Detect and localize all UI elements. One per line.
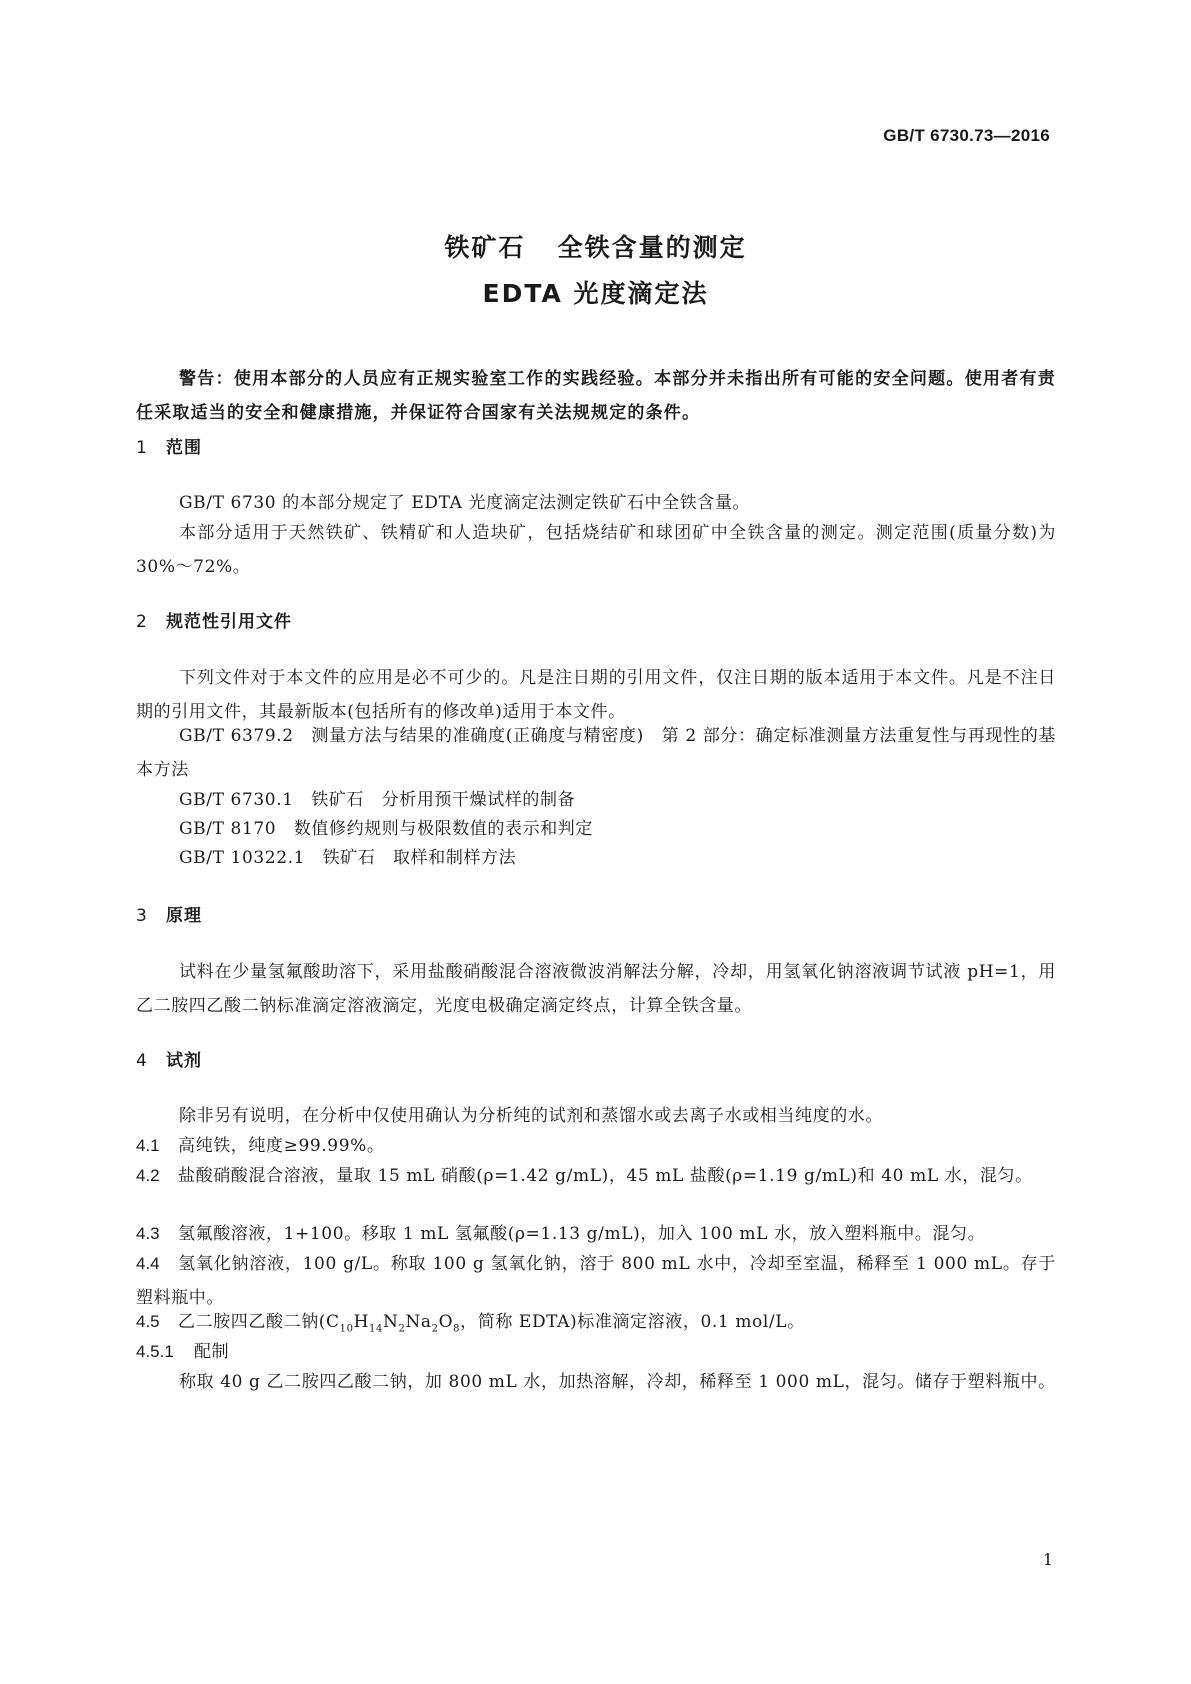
page-number: 1 <box>1042 1550 1053 1569</box>
item-text: 氢氧化钠溶液，100 g/L。称取 100 g 氢氧化钠，溶于 800 mL 水中，冷却至室温，稀释至 1 000 mL。存于塑料瓶中。 <box>136 1254 1056 1308</box>
item-text: 盐酸硝酸混合溶液，量取 15 mL 硝酸(ρ=1.42 g/mL)，45 mL 盐酸(ρ=1.19 g/mL)和 40 mL 水，混匀。 <box>178 1166 1033 1186</box>
section-title: 范围 <box>166 438 202 458</box>
reagent-item-4-2 <box>136 1159 1056 1193</box>
section-number: 4 <box>136 1051 148 1071</box>
section-number: 3 <box>136 906 148 926</box>
preparation-paragraph: 称取 40 g 乙二胺四乙酸二钠，加 800 mL 水，加热溶解，冷却，稀释至 1 000 mL，混匀。储存于塑料瓶中。 <box>179 1372 1056 1392</box>
item-number: 4.2 <box>136 1166 160 1185</box>
item-number: 4.1 <box>136 1136 160 1155</box>
title-part-a: 铁矿石 <box>444 233 526 262</box>
section-3-heading <box>136 901 202 926</box>
item-text: 高纯铁，纯度≥99.99%。 <box>178 1136 385 1156</box>
title-line-2: EDTA 光度滴定法 <box>482 279 709 308</box>
title-part-b: 全铁含量的测定 <box>557 233 747 262</box>
warning-paragraph: 警告：使用本部分的人员应有正规实验室工作的实践经验。本部分并未指出所有可能的安全问题。使用者有责任采取适当的安全和健康措施，并保证符合国家有关法规规定的条件。 <box>136 369 1056 423</box>
section-title: 试剂 <box>166 1051 202 1071</box>
section-3-para-1: 试料在少量氢氟酸助溶下，采用盐酸硝酸混合溶液微波消解法分解，冷却，用氢氧化钠溶液调节试液 pH=1，用乙二胺四乙酸二钠标准滴定溶液滴定，光度电极确定滴定终点，计算全铁含量。 <box>136 962 1056 1016</box>
reagent-item-4-3 <box>136 1217 1056 1251</box>
reference-item: GB/T 10322.1 铁矿石 取样和制样方法 <box>179 848 517 868</box>
section-title: 规范性引用文件 <box>166 612 292 632</box>
standard-number: GB/T 6730.73—2016 <box>883 126 1050 145</box>
reagent-item-4-1 <box>136 1129 1056 1163</box>
item-text: 氢氟酸溶液，1+100。移取 1 mL 氢氟酸(ρ=1.13 g/mL)，加入 100 mL 水，放入塑料瓶中。混匀。 <box>178 1224 986 1244</box>
section-4-intro: 除非另有说明，在分析中仅使用确认为分析纯的试剂和蒸馏水或去离子水或相当纯度的水。 <box>179 1106 883 1126</box>
section-number: 2 <box>136 612 148 632</box>
title-line-1 <box>0 228 1191 264</box>
section-1-para-1: GB/T 6730 的本部分规定了 EDTA 光度滴定法测定铁矿石中全铁含量。 <box>179 493 751 513</box>
section-title: 原理 <box>166 906 202 926</box>
chemical-formula: $C_{10}H_{14}N_2Na_2O_8$ <box>326 1312 461 1335</box>
item-text: ，简称 EDTA)标准滴定溶液，0.1 mol/L。 <box>460 1312 805 1332</box>
item-number: 4.3 <box>136 1224 160 1243</box>
section-2-para-1: 下列文件对于本文件的应用是必不可少的。凡是注日期的引用文件，仅注日期的版本适用于本文件。凡是不注日期的引用文件，其最新版本(包括所有的修改单)适用于本文件。 <box>136 668 1056 722</box>
section-1-heading <box>136 433 202 458</box>
item-number: 4.5 <box>136 1312 160 1331</box>
reagent-item-4-5-1 <box>136 1335 1056 1369</box>
section-4-heading <box>136 1046 202 1071</box>
section-2-heading <box>136 607 292 632</box>
item-text: 配制 <box>194 1342 230 1362</box>
section-number: 1 <box>136 438 148 458</box>
reference-item: GB/T 6730.1 铁矿石 分析用预干燥试样的制备 <box>179 790 576 810</box>
reference-item: GB/T 8170 数值修约规则与极限数值的表示和判定 <box>179 819 594 839</box>
section-2-para-2: GB/T 6379.2 测量方法与结果的准确度(正确度与精密度) 第 2 部分：确定标准测量方法重复性与再现性的基本方法 <box>136 726 1056 780</box>
section-1-para-2: 本部分适用于天然铁矿、铁精矿和人造块矿，包括烧结矿和球团矿中全铁含量的测定。测定范围(质量分数)为 30%～72%。 <box>136 523 1056 577</box>
item-number: 4.4 <box>136 1254 160 1273</box>
item-text: 乙二胺四乙酸二钠( <box>178 1312 327 1332</box>
item-number: 4.5.1 <box>136 1342 174 1361</box>
